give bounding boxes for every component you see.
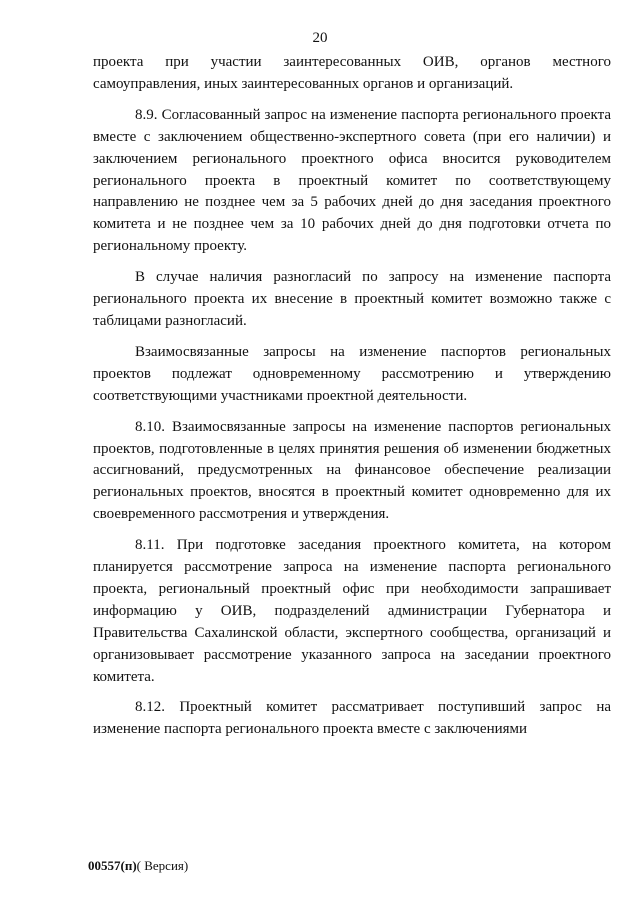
paragraph-8-12: 8.12. Проектный комитет рассматривает поступивший запрос на изменение паспорта регионального проекта вместе с заключениями — [93, 699, 611, 738]
document-version: ( Версия) — [136, 858, 189, 873]
paragraph-related-requests: Взаимосвязанные запросы на изменение паспортов региональных проектов подлежат одновременному рассмотрению и утверждению соответствующими участниками проектной деятельности. — [93, 343, 611, 404]
document-code: 00557(п) — [88, 858, 137, 873]
document-footer — [88, 858, 188, 874]
paragraph-8-10: 8.10. Взаимосвязанные запросы на изменение паспортов региональных проектов, подготовленные в целях принятия решения об изменении бюджетных ассигнований, предусмотренных на финансовое обеспечение реализации региональных проектов, вносятся в проектный комитет одновременно для их своевременного рассмотрения и утверждения. — [93, 418, 611, 523]
paragraph-continuation: проекта при участии заинтересованных ОИВ, органов местного самоуправления, иных заинтересованных органов и организаций. — [93, 54, 611, 92]
paragraph-8-11: 8.11. При подготовке заседания проектного комитета, на котором планируется рассмотрение запроса на изменение паспорта регионального проекта, региональный проектный офис при необходимости запрашивает информацию у ОИВ, подразделений администрации Губернатора и Правительства Сахалинской области, экспертного сообщества, организаций и организовывает рассмотрение указанного запроса на заседании проектного комитета. — [93, 537, 611, 685]
page-number: 20 — [312, 30, 328, 46]
paragraph-8-9: 8.9. Согласованный запрос на изменение паспорта регионального проекта вместе с заключением общественно-экспертного совета (при его наличии) и заключением регионального проектного офиса вносится руководителем регионального проекта в проектный комитет по соответствующему направлению не позднее чем за 5 рабочих дней до дня заседания проектного комитета и не позднее чем за 10 рабочих дней до дня подготовки отчета по региональному проекту. — [93, 106, 611, 255]
paragraph-disagreements: В случае наличия разногласий по запросу на изменение паспорта регионального проекта их внесение в проектный комитет возможно также с таблицами разногласий. — [93, 269, 611, 329]
document-body — [93, 52, 611, 741]
